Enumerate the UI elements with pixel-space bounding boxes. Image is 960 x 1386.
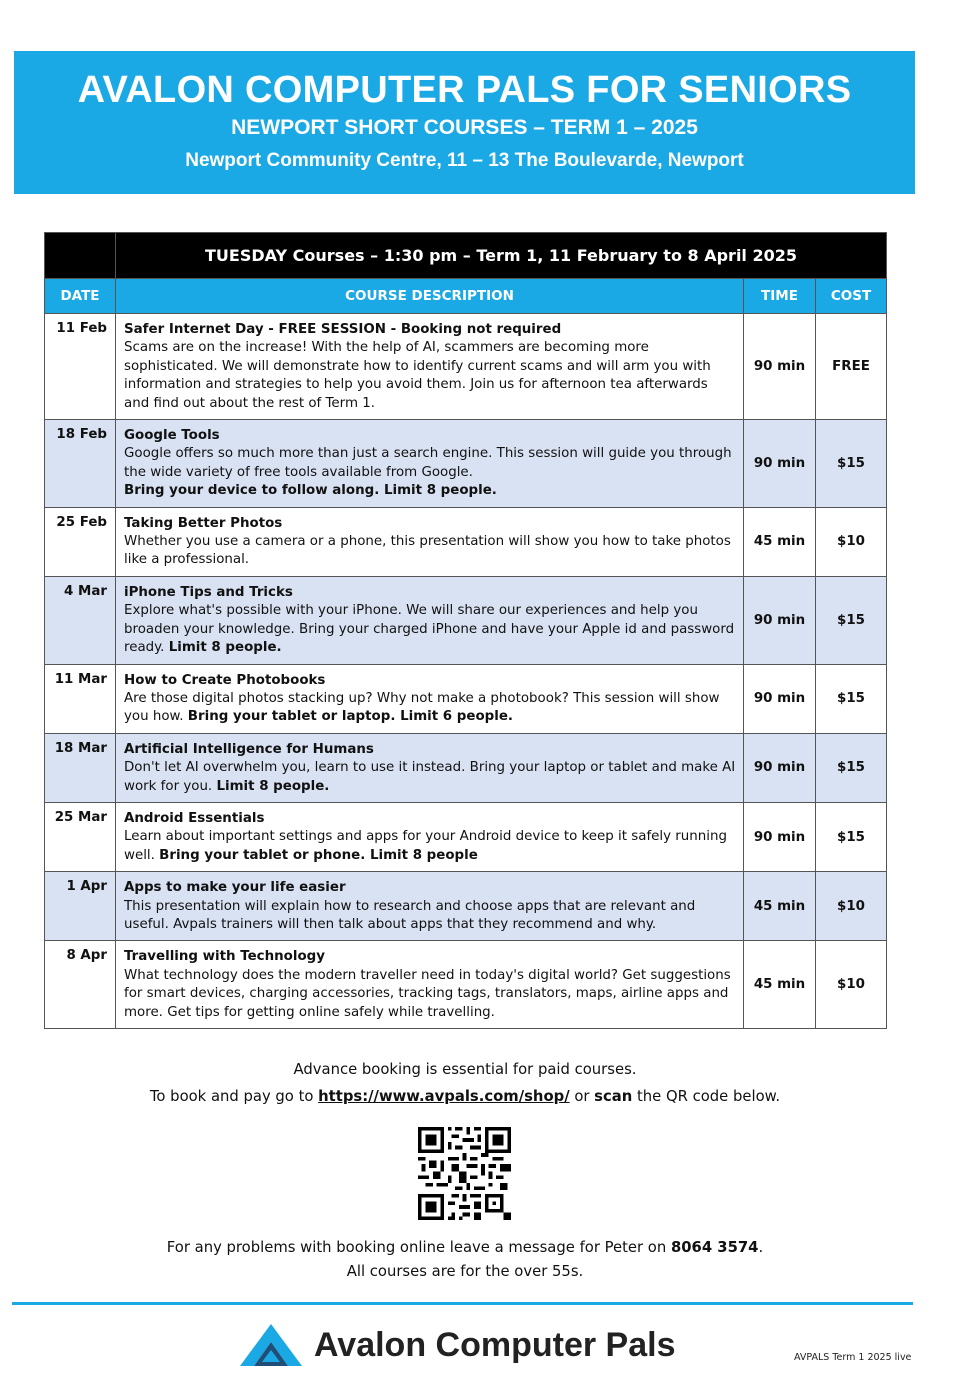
booking-prefix: To book and pay go to <box>149 1088 319 1105</box>
table-row <box>45 733 887 802</box>
course-description <box>116 314 744 420</box>
shop-link[interactable]: https://www.avpals.com/shop/ <box>318 1088 570 1105</box>
course-note: Bring your device to follow along. Limit 8 people. <box>124 483 497 499</box>
course-title: How to Create Photobooks <box>124 672 326 688</box>
booking-mid: or <box>569 1088 595 1105</box>
course-description <box>116 733 744 802</box>
course-title: Google Tools <box>124 428 220 444</box>
course-description <box>116 576 744 664</box>
course-text: What technology does the modern traveller need in today's digital world? Get suggestions for smart devices, charging accessories, tracking tags, translators, maps, airline apps and more. Get tips for getting online safely while travelling. <box>124 967 731 1020</box>
support-phone: 8064 3574 <box>670 1239 759 1256</box>
course-time: 90 min <box>744 420 816 508</box>
page-subtitle: NEWPORT SHORT COURSES – TERM 1 – 2025 <box>231 116 698 139</box>
qr-code[interactable] <box>418 1127 511 1220</box>
table-row <box>45 507 887 576</box>
column-header-cost: COST <box>816 279 887 314</box>
table-banner-spacer <box>45 233 116 279</box>
avalon-logo-icon <box>238 1322 304 1368</box>
course-text: Are those digital photos stacking up? Why not make a photobook? This session will show you how. <box>124 690 720 725</box>
course-description <box>116 664 744 733</box>
advance-booking-note <box>0 1061 930 1078</box>
table-row <box>45 314 887 420</box>
course-date: 8 Apr <box>45 941 116 1029</box>
advance-booking-text: Advance booking is essential for paid courses. <box>293 1061 637 1078</box>
support-note <box>0 1239 930 1256</box>
course-note: Limit 8 people. <box>168 640 282 656</box>
table-row <box>45 872 887 941</box>
header-banner <box>14 51 915 194</box>
course-date: 18 Mar <box>45 733 116 802</box>
course-time: 90 min <box>744 733 816 802</box>
course-time: 90 min <box>744 576 816 664</box>
support-suffix: . <box>758 1239 764 1256</box>
column-header-time: TIME <box>744 279 816 314</box>
course-date: 1 Apr <box>45 872 116 941</box>
table-row <box>45 664 887 733</box>
scan-word: scan <box>594 1088 633 1105</box>
course-time: 45 min <box>744 872 816 941</box>
column-header-date: DATE <box>45 279 116 314</box>
column-header-description: COURSE DESCRIPTION <box>116 279 744 314</box>
table-banner-row <box>45 233 887 279</box>
booking-instructions <box>0 1088 930 1105</box>
table-banner: TUESDAY Courses – 1:30 pm – Term 1, 11 February to 8 April 2025 <box>116 233 887 279</box>
venue-address: Newport Community Centre, 11 – 13 The Boulevarde, Newport <box>185 150 744 171</box>
table-row <box>45 420 887 508</box>
course-description <box>116 872 744 941</box>
course-note: Bring your tablet or laptop. Limit 6 people. <box>187 709 513 725</box>
course-text: Don't let AI overwhelm you, learn to use it instead. Bring your laptop or tablet and make AI work for you. <box>124 760 736 794</box>
course-time: 90 min <box>744 664 816 733</box>
course-date: 11 Feb <box>45 314 116 420</box>
course-title: Safer Internet Day - FREE SESSION - Booking not required <box>124 322 562 337</box>
course-table <box>44 232 887 1029</box>
course-note: Limit 8 people. <box>216 778 330 794</box>
course-text: Google offers so much more than just a search engine. This session will guide you through the wide variety of free tools available from Google. <box>124 446 732 480</box>
course-description <box>116 507 744 576</box>
course-cost: $15 <box>816 576 887 664</box>
course-description <box>116 802 744 871</box>
table-row <box>45 802 887 871</box>
course-text: Learn about important settings and apps for your Android device to keep it safely running well. <box>124 829 727 863</box>
course-date: 11 Mar <box>45 664 116 733</box>
course-title: iPhone Tips and Tricks <box>124 584 293 600</box>
eligibility-note <box>0 1263 930 1280</box>
course-text: Whether you use a camera or a phone, this presentation will show you how to take photos like a professional. <box>124 534 731 568</box>
course-time: 45 min <box>744 941 816 1029</box>
course-cost: FREE <box>816 314 887 420</box>
course-date: 4 Mar <box>45 576 116 664</box>
brand-logo <box>238 1322 675 1368</box>
course-date: 18 Feb <box>45 420 116 508</box>
document-code: AVPALS Term 1 2025 live <box>794 1352 912 1363</box>
course-cost: $15 <box>816 664 887 733</box>
course-time: 90 min <box>744 802 816 871</box>
course-date: 25 Mar <box>45 802 116 871</box>
column-header-row <box>45 279 887 314</box>
course-cost: $10 <box>816 872 887 941</box>
brand-name: Avalon Computer Pals <box>314 1325 676 1364</box>
booking-suffix: the QR code below. <box>632 1088 781 1105</box>
course-text: Explore what's possible with your iPhone. We will share our experiences and help you broaden your knowledge. Bring your charged iPhone and have your Apple id and password ready. <box>124 603 735 656</box>
course-title: Travelling with Technology <box>124 949 325 965</box>
course-title: Taking Better Photos <box>124 515 283 531</box>
course-title: Android Essentials <box>124 810 265 826</box>
course-text: This presentation will explain how to research and choose apps that are relevant and useful. Avpals trainers will then talk about apps that they recommend and why. <box>124 898 696 932</box>
course-title: Apps to make your life easier <box>124 880 346 896</box>
page-title: AVALON COMPUTER PALS FOR SENIORS <box>77 69 852 111</box>
course-cost: $10 <box>816 507 887 576</box>
course-cost: $15 <box>816 802 887 871</box>
course-description <box>116 941 744 1029</box>
course-text: Scams are on the increase! With the help of AI, scammers are becoming more sophisticated. We will demonstrate how to identify current scams and will arm you with information and strategies to help you avoid them. Join us for afternoon tea afterwards and find out about the rest of Term 1. <box>124 340 711 411</box>
course-date: 25 Feb <box>45 507 116 576</box>
course-time: 90 min <box>744 314 816 420</box>
course-cost: $15 <box>816 733 887 802</box>
table-row <box>45 941 887 1029</box>
support-prefix: For any problems with booking online leave a message for Peter on <box>166 1239 671 1256</box>
footer-divider <box>12 1302 913 1305</box>
course-cost: $15 <box>816 420 887 508</box>
course-cost: $10 <box>816 941 887 1029</box>
eligibility-text: All courses are for the over 55s. <box>346 1263 584 1280</box>
course-description <box>116 420 744 508</box>
course-time: 45 min <box>744 507 816 576</box>
course-note: Bring your tablet or phone. Limit 8 people <box>159 847 478 863</box>
course-title: Artificial Intelligence for Humans <box>124 741 374 757</box>
table-row <box>45 576 887 664</box>
